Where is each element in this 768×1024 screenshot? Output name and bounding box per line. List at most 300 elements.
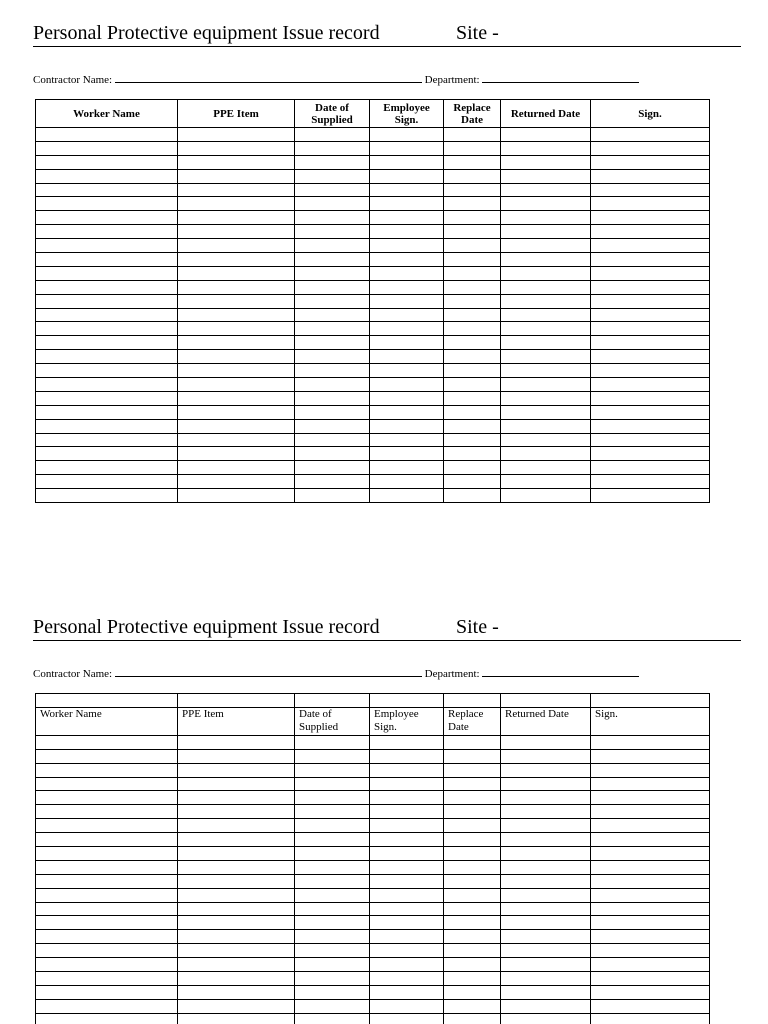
- table-cell[interactable]: [444, 735, 501, 749]
- table-cell[interactable]: [295, 805, 370, 819]
- table-cell[interactable]: [178, 433, 295, 447]
- table-cell[interactable]: [501, 944, 591, 958]
- table-cell[interactable]: [178, 930, 295, 944]
- table-cell[interactable]: [444, 489, 501, 503]
- table-cell[interactable]: [370, 322, 444, 336]
- table-cell[interactable]: [178, 1013, 295, 1024]
- table-cell[interactable]: [591, 405, 710, 419]
- table-cell[interactable]: [370, 874, 444, 888]
- department-field[interactable]: [482, 73, 639, 83]
- table-cell[interactable]: [370, 777, 444, 791]
- table-cell[interactable]: [444, 860, 501, 874]
- table-cell[interactable]: [591, 141, 710, 155]
- table-cell[interactable]: [178, 999, 295, 1013]
- table-cell[interactable]: [36, 405, 178, 419]
- table-cell[interactable]: [295, 985, 370, 999]
- table-cell[interactable]: [36, 1013, 178, 1024]
- table-cell[interactable]: [370, 308, 444, 322]
- table-cell[interactable]: [295, 1013, 370, 1024]
- table-cell[interactable]: [36, 183, 178, 197]
- table-cell[interactable]: [36, 391, 178, 405]
- table-cell[interactable]: [295, 350, 370, 364]
- table-cell[interactable]: [370, 405, 444, 419]
- table-cell[interactable]: [370, 183, 444, 197]
- table-cell[interactable]: [370, 475, 444, 489]
- table-cell[interactable]: [178, 791, 295, 805]
- table-cell[interactable]: [370, 211, 444, 225]
- table-cell[interactable]: [591, 958, 710, 972]
- table-cell[interactable]: [444, 350, 501, 364]
- table-cell[interactable]: [591, 985, 710, 999]
- table-cell[interactable]: [444, 336, 501, 350]
- table-cell[interactable]: [178, 239, 295, 253]
- table-cell[interactable]: [36, 847, 178, 861]
- table-cell[interactable]: [501, 999, 591, 1013]
- table-cell[interactable]: [178, 874, 295, 888]
- table-cell[interactable]: [444, 155, 501, 169]
- table-cell[interactable]: [295, 461, 370, 475]
- table-cell[interactable]: [36, 447, 178, 461]
- table-cell[interactable]: [178, 419, 295, 433]
- table-cell[interactable]: [36, 364, 178, 378]
- table-cell[interactable]: [36, 169, 178, 183]
- table-cell[interactable]: [444, 972, 501, 986]
- table-cell[interactable]: [501, 972, 591, 986]
- table-cell[interactable]: [591, 805, 710, 819]
- table-cell[interactable]: [591, 225, 710, 239]
- table-cell[interactable]: [295, 694, 370, 708]
- table-cell[interactable]: [178, 169, 295, 183]
- table-cell[interactable]: [295, 308, 370, 322]
- table-cell[interactable]: [591, 916, 710, 930]
- table-cell[interactable]: [444, 777, 501, 791]
- table-cell[interactable]: [591, 266, 710, 280]
- table-cell[interactable]: [501, 447, 591, 461]
- table-cell[interactable]: [36, 819, 178, 833]
- table-cell[interactable]: [178, 749, 295, 763]
- table-cell[interactable]: [295, 763, 370, 777]
- table-cell[interactable]: [370, 888, 444, 902]
- table-cell[interactable]: [370, 1013, 444, 1024]
- table-cell[interactable]: [295, 155, 370, 169]
- table-cell[interactable]: [178, 447, 295, 461]
- table-cell[interactable]: [444, 169, 501, 183]
- table-cell[interactable]: [444, 902, 501, 916]
- table-cell[interactable]: [591, 308, 710, 322]
- table-cell[interactable]: [295, 930, 370, 944]
- table-cell[interactable]: [444, 378, 501, 392]
- table-cell[interactable]: [295, 266, 370, 280]
- contractor-name-field[interactable]: [115, 73, 422, 83]
- table-cell[interactable]: [444, 280, 501, 294]
- table-cell[interactable]: [444, 475, 501, 489]
- table-cell[interactable]: [178, 860, 295, 874]
- table-cell[interactable]: [370, 944, 444, 958]
- table-cell[interactable]: [36, 475, 178, 489]
- table-cell[interactable]: [295, 364, 370, 378]
- table-cell[interactable]: [501, 805, 591, 819]
- table-cell[interactable]: [370, 225, 444, 239]
- table-cell[interactable]: [36, 419, 178, 433]
- table-cell[interactable]: [370, 169, 444, 183]
- table-cell[interactable]: [591, 763, 710, 777]
- table-cell[interactable]: [501, 280, 591, 294]
- table-cell[interactable]: [591, 860, 710, 874]
- table-cell[interactable]: [370, 197, 444, 211]
- table-cell[interactable]: [591, 378, 710, 392]
- table-cell[interactable]: [370, 280, 444, 294]
- table-cell[interactable]: [295, 972, 370, 986]
- table-cell[interactable]: [444, 916, 501, 930]
- table-cell[interactable]: [591, 902, 710, 916]
- table-cell[interactable]: [501, 322, 591, 336]
- table-cell[interactable]: [36, 239, 178, 253]
- table-cell[interactable]: [178, 183, 295, 197]
- table-cell[interactable]: [178, 888, 295, 902]
- table-cell[interactable]: [178, 322, 295, 336]
- table-cell[interactable]: [370, 239, 444, 253]
- table-cell[interactable]: [501, 1013, 591, 1024]
- table-cell[interactable]: [178, 350, 295, 364]
- table-cell[interactable]: [444, 405, 501, 419]
- table-cell[interactable]: [501, 847, 591, 861]
- table-cell[interactable]: [370, 489, 444, 503]
- table-cell[interactable]: [36, 860, 178, 874]
- table-cell[interactable]: [370, 930, 444, 944]
- table-cell[interactable]: [591, 183, 710, 197]
- table-cell[interactable]: [178, 735, 295, 749]
- table-cell[interactable]: [36, 888, 178, 902]
- table-cell[interactable]: [370, 985, 444, 999]
- table-cell[interactable]: [370, 447, 444, 461]
- table-cell[interactable]: [444, 447, 501, 461]
- table-cell[interactable]: [178, 489, 295, 503]
- table-cell[interactable]: [501, 350, 591, 364]
- table-cell[interactable]: [370, 155, 444, 169]
- table-cell[interactable]: [36, 999, 178, 1013]
- table-cell[interactable]: [295, 944, 370, 958]
- table-cell[interactable]: [501, 155, 591, 169]
- table-cell[interactable]: [501, 930, 591, 944]
- table-cell[interactable]: [36, 958, 178, 972]
- table-cell[interactable]: [444, 322, 501, 336]
- table-cell[interactable]: [178, 391, 295, 405]
- table-cell[interactable]: [36, 735, 178, 749]
- table-cell[interactable]: [295, 833, 370, 847]
- table-cell[interactable]: [295, 378, 370, 392]
- table-cell[interactable]: [444, 1013, 501, 1024]
- table-cell[interactable]: [444, 999, 501, 1013]
- table-cell[interactable]: [36, 489, 178, 503]
- table-cell[interactable]: [178, 694, 295, 708]
- table-cell[interactable]: [36, 902, 178, 916]
- table-cell[interactable]: [591, 819, 710, 833]
- table-cell[interactable]: [36, 128, 178, 142]
- table-cell[interactable]: [591, 197, 710, 211]
- table-cell[interactable]: [501, 958, 591, 972]
- table-cell[interactable]: [295, 211, 370, 225]
- table-cell[interactable]: [591, 461, 710, 475]
- table-cell[interactable]: [501, 819, 591, 833]
- table-cell[interactable]: [36, 308, 178, 322]
- table-cell[interactable]: [370, 902, 444, 916]
- table-cell[interactable]: [295, 128, 370, 142]
- table-cell[interactable]: [36, 378, 178, 392]
- table-cell[interactable]: [295, 336, 370, 350]
- table-cell[interactable]: [444, 874, 501, 888]
- table-cell[interactable]: [501, 749, 591, 763]
- table-cell[interactable]: [36, 266, 178, 280]
- table-cell[interactable]: [591, 930, 710, 944]
- table-cell[interactable]: [36, 805, 178, 819]
- table-cell[interactable]: [501, 197, 591, 211]
- table-cell[interactable]: [178, 211, 295, 225]
- table-cell[interactable]: [501, 225, 591, 239]
- table-cell[interactable]: [591, 211, 710, 225]
- table-cell[interactable]: [501, 128, 591, 142]
- table-cell[interactable]: [501, 266, 591, 280]
- table-cell[interactable]: [295, 253, 370, 267]
- table-cell[interactable]: [36, 294, 178, 308]
- table-cell[interactable]: [370, 128, 444, 142]
- table-cell[interactable]: [444, 958, 501, 972]
- table-cell[interactable]: [591, 128, 710, 142]
- table-cell[interactable]: [36, 930, 178, 944]
- table-cell[interactable]: [591, 847, 710, 861]
- table-cell[interactable]: [370, 749, 444, 763]
- table-cell[interactable]: [444, 183, 501, 197]
- table-cell[interactable]: [295, 419, 370, 433]
- table-cell[interactable]: [501, 253, 591, 267]
- table-cell[interactable]: [501, 419, 591, 433]
- table-cell[interactable]: [444, 197, 501, 211]
- table-cell[interactable]: [444, 694, 501, 708]
- table-cell[interactable]: [295, 888, 370, 902]
- table-cell[interactable]: [295, 777, 370, 791]
- table-cell[interactable]: [444, 749, 501, 763]
- table-cell[interactable]: [591, 419, 710, 433]
- table-cell[interactable]: [501, 183, 591, 197]
- table-cell[interactable]: [591, 1013, 710, 1024]
- table-cell[interactable]: [591, 874, 710, 888]
- table-cell[interactable]: [370, 364, 444, 378]
- table-cell[interactable]: [501, 141, 591, 155]
- table-cell[interactable]: [370, 350, 444, 364]
- table-cell[interactable]: [501, 916, 591, 930]
- table-cell[interactable]: [178, 266, 295, 280]
- table-cell[interactable]: [370, 294, 444, 308]
- table-cell[interactable]: [178, 308, 295, 322]
- table-cell[interactable]: [444, 819, 501, 833]
- table-cell[interactable]: [501, 169, 591, 183]
- table-cell[interactable]: [178, 225, 295, 239]
- table-cell[interactable]: [295, 475, 370, 489]
- table-cell[interactable]: [501, 391, 591, 405]
- table-cell[interactable]: [591, 239, 710, 253]
- table-cell[interactable]: [178, 128, 295, 142]
- table-cell[interactable]: [295, 169, 370, 183]
- table-cell[interactable]: [444, 391, 501, 405]
- table-cell[interactable]: [501, 833, 591, 847]
- table-cell[interactable]: [295, 999, 370, 1013]
- table-cell[interactable]: [295, 749, 370, 763]
- table-cell[interactable]: [501, 461, 591, 475]
- table-cell[interactable]: [178, 141, 295, 155]
- table-cell[interactable]: [444, 253, 501, 267]
- table-cell[interactable]: [444, 944, 501, 958]
- table-cell[interactable]: [501, 888, 591, 902]
- table-cell[interactable]: [370, 958, 444, 972]
- table-cell[interactable]: [591, 475, 710, 489]
- table-cell[interactable]: [370, 433, 444, 447]
- table-cell[interactable]: [501, 364, 591, 378]
- table-cell[interactable]: [36, 944, 178, 958]
- table-cell[interactable]: [591, 694, 710, 708]
- table-cell[interactable]: [295, 239, 370, 253]
- table-cell[interactable]: [591, 888, 710, 902]
- table-cell[interactable]: [370, 833, 444, 847]
- table-cell[interactable]: [501, 489, 591, 503]
- table-cell[interactable]: [178, 916, 295, 930]
- table-cell[interactable]: [36, 749, 178, 763]
- table-cell[interactable]: [591, 391, 710, 405]
- table-cell[interactable]: [295, 141, 370, 155]
- table-cell[interactable]: [591, 155, 710, 169]
- table-cell[interactable]: [36, 280, 178, 294]
- table-cell[interactable]: [178, 405, 295, 419]
- table-cell[interactable]: [591, 364, 710, 378]
- table-cell[interactable]: [295, 819, 370, 833]
- table-cell[interactable]: [591, 944, 710, 958]
- table-cell[interactable]: [295, 874, 370, 888]
- table-cell[interactable]: [295, 322, 370, 336]
- table-cell[interactable]: [295, 197, 370, 211]
- table-cell[interactable]: [370, 694, 444, 708]
- table-cell[interactable]: [295, 447, 370, 461]
- table-cell[interactable]: [178, 985, 295, 999]
- table-cell[interactable]: [178, 364, 295, 378]
- table-cell[interactable]: [370, 763, 444, 777]
- table-cell[interactable]: [370, 253, 444, 267]
- table-cell[interactable]: [370, 391, 444, 405]
- table-cell[interactable]: [501, 336, 591, 350]
- table-cell[interactable]: [178, 833, 295, 847]
- table-cell[interactable]: [178, 805, 295, 819]
- table-cell[interactable]: [501, 433, 591, 447]
- contractor-name-field[interactable]: [115, 667, 422, 677]
- table-cell[interactable]: [370, 419, 444, 433]
- table-cell[interactable]: [36, 336, 178, 350]
- table-cell[interactable]: [370, 735, 444, 749]
- table-cell[interactable]: [444, 461, 501, 475]
- table-cell[interactable]: [36, 253, 178, 267]
- table-cell[interactable]: [444, 805, 501, 819]
- table-cell[interactable]: [295, 791, 370, 805]
- table-cell[interactable]: [295, 958, 370, 972]
- table-cell[interactable]: [370, 916, 444, 930]
- table-cell[interactable]: [295, 405, 370, 419]
- table-cell[interactable]: [591, 489, 710, 503]
- table-cell[interactable]: [444, 128, 501, 142]
- table-cell[interactable]: [370, 266, 444, 280]
- table-cell[interactable]: [444, 791, 501, 805]
- table-cell[interactable]: [444, 308, 501, 322]
- table-cell[interactable]: [591, 294, 710, 308]
- table-cell[interactable]: [444, 419, 501, 433]
- table-cell[interactable]: [591, 350, 710, 364]
- table-cell[interactable]: [295, 280, 370, 294]
- table-cell[interactable]: [591, 322, 710, 336]
- table-cell[interactable]: [295, 860, 370, 874]
- table-cell[interactable]: [36, 985, 178, 999]
- table-cell[interactable]: [501, 239, 591, 253]
- table-cell[interactable]: [444, 141, 501, 155]
- table-cell[interactable]: [36, 916, 178, 930]
- table-cell[interactable]: [444, 763, 501, 777]
- table-cell[interactable]: [178, 197, 295, 211]
- table-cell[interactable]: [370, 805, 444, 819]
- table-cell[interactable]: [370, 461, 444, 475]
- table-cell[interactable]: [295, 489, 370, 503]
- table-cell[interactable]: [370, 972, 444, 986]
- table-cell[interactable]: [501, 211, 591, 225]
- table-cell[interactable]: [36, 350, 178, 364]
- table-cell[interactable]: [444, 985, 501, 999]
- table-cell[interactable]: [501, 791, 591, 805]
- table-cell[interactable]: [36, 461, 178, 475]
- table-cell[interactable]: [591, 777, 710, 791]
- table-cell[interactable]: [178, 958, 295, 972]
- table-cell[interactable]: [178, 763, 295, 777]
- table-cell[interactable]: [178, 155, 295, 169]
- table-cell[interactable]: [370, 336, 444, 350]
- table-cell[interactable]: [178, 902, 295, 916]
- table-cell[interactable]: [444, 833, 501, 847]
- table-cell[interactable]: [501, 694, 591, 708]
- table-cell[interactable]: [36, 225, 178, 239]
- table-cell[interactable]: [295, 902, 370, 916]
- table-cell[interactable]: [444, 888, 501, 902]
- table-cell[interactable]: [444, 433, 501, 447]
- table-cell[interactable]: [501, 985, 591, 999]
- table-cell[interactable]: [178, 847, 295, 861]
- table-cell[interactable]: [501, 294, 591, 308]
- table-cell[interactable]: [591, 972, 710, 986]
- table-cell[interactable]: [178, 378, 295, 392]
- table-cell[interactable]: [370, 999, 444, 1013]
- table-cell[interactable]: [501, 902, 591, 916]
- table-cell[interactable]: [295, 225, 370, 239]
- table-cell[interactable]: [591, 749, 710, 763]
- table-cell[interactable]: [501, 860, 591, 874]
- table-cell[interactable]: [591, 735, 710, 749]
- table-cell[interactable]: [295, 391, 370, 405]
- table-cell[interactable]: [444, 239, 501, 253]
- table-cell[interactable]: [370, 819, 444, 833]
- table-cell[interactable]: [591, 336, 710, 350]
- table-cell[interactable]: [501, 308, 591, 322]
- table-cell[interactable]: [444, 266, 501, 280]
- table-cell[interactable]: [36, 972, 178, 986]
- table-cell[interactable]: [178, 461, 295, 475]
- table-cell[interactable]: [36, 197, 178, 211]
- table-cell[interactable]: [444, 364, 501, 378]
- table-cell[interactable]: [591, 253, 710, 267]
- table-cell[interactable]: [36, 433, 178, 447]
- table-cell[interactable]: [444, 294, 501, 308]
- table-cell[interactable]: [36, 833, 178, 847]
- table-cell[interactable]: [178, 777, 295, 791]
